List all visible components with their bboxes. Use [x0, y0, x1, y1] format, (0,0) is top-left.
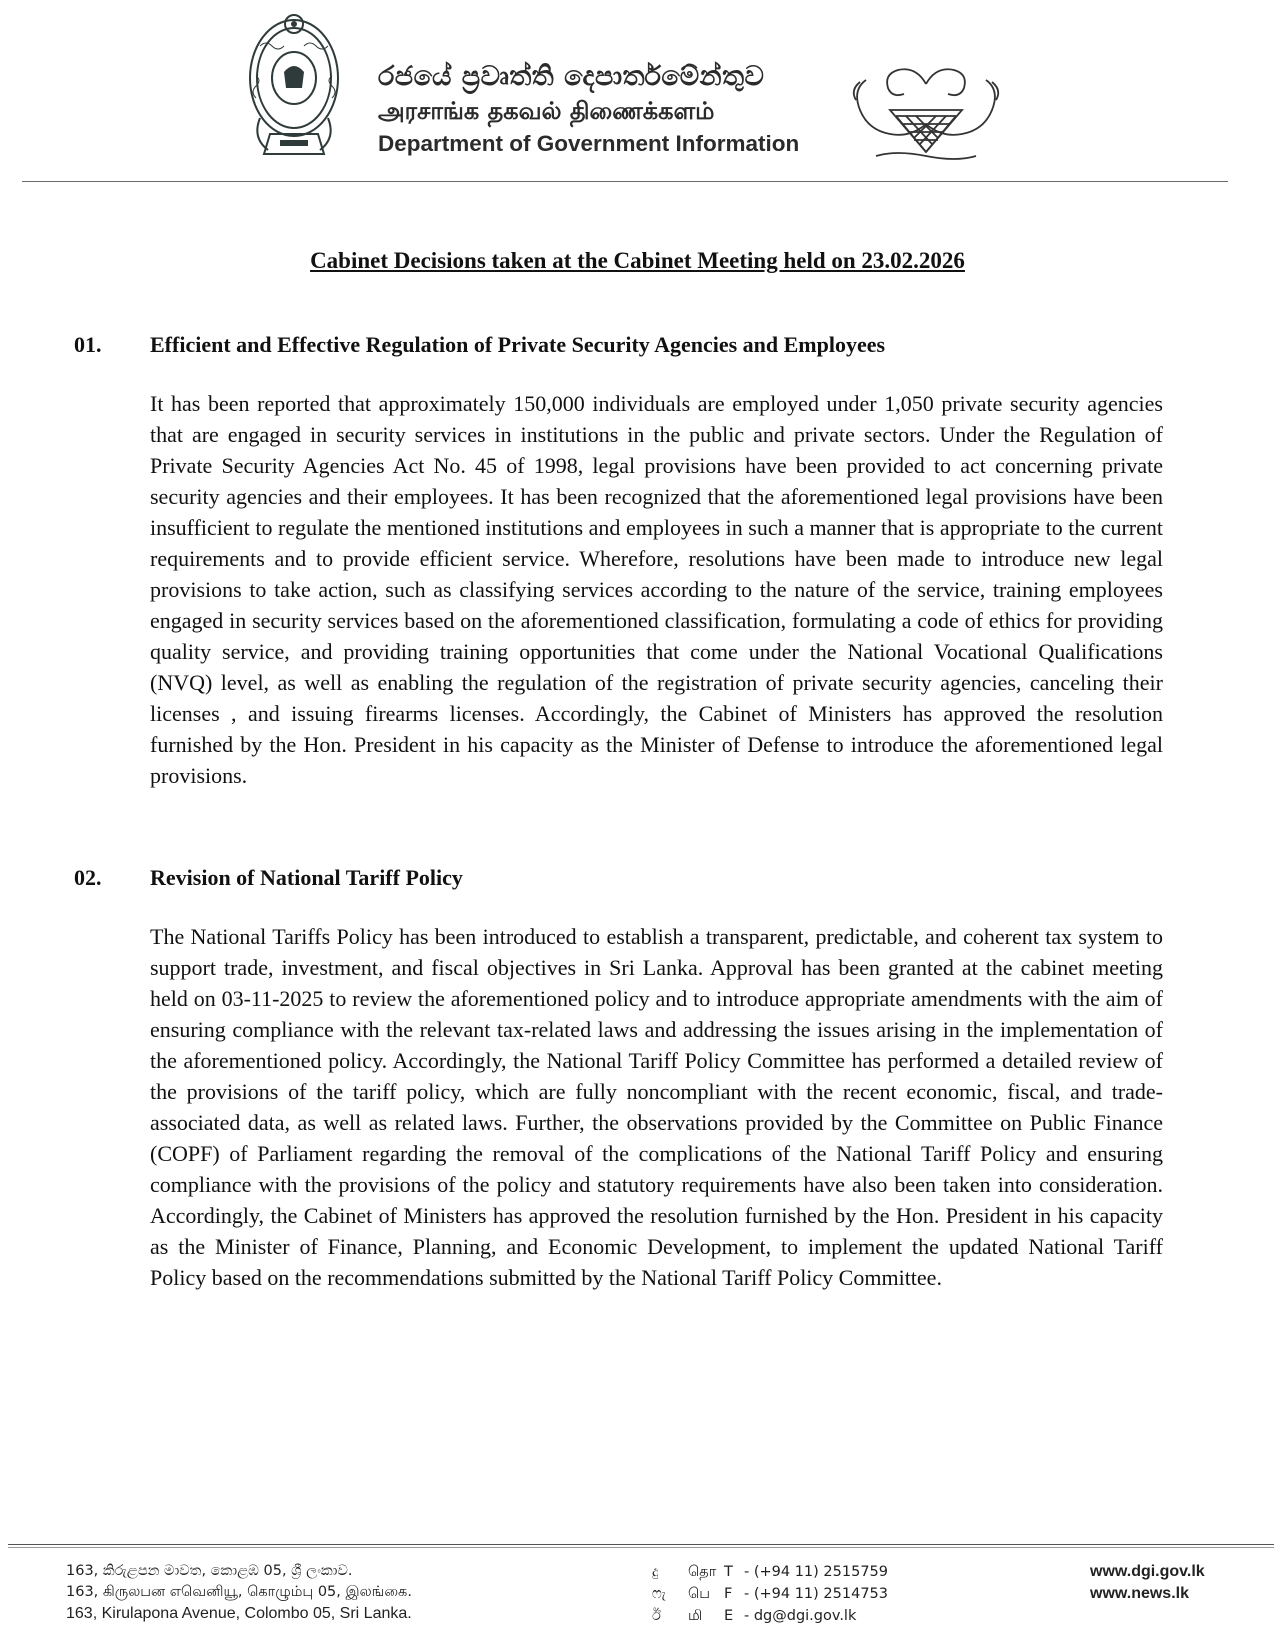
- swan-ornament-icon: [846, 60, 1006, 168]
- email-label-tamil: மி: [688, 1608, 703, 1624]
- website-link[interactable]: www.dgi.gov.lk: [1090, 1563, 1205, 1580]
- address-sinhala: 163, කිරුළපන මාවත, කොළඹ 05, ශ්‍රී ලංකාව.: [66, 1563, 353, 1579]
- website-link[interactable]: www.news.lk: [1090, 1585, 1189, 1602]
- fax-number: - (+94 11) 2514753: [744, 1586, 889, 1602]
- phone-label-tamil: தொ: [688, 1564, 717, 1580]
- fax-label-sinhala: ෆැ: [652, 1586, 666, 1602]
- section-number: 01.: [74, 332, 102, 357]
- footer-websites: [1090, 1561, 1205, 1605]
- section-heading: Revision of National Tariff Policy: [150, 865, 463, 890]
- footer-divider: [8, 1544, 1274, 1545]
- footer-address: [66, 1561, 412, 1624]
- email-address[interactable]: - dg@dgi.gov.lk: [744, 1608, 857, 1624]
- phone-label-english: T: [724, 1564, 733, 1580]
- org-name-sinhala: රජයේ ප්‍රවෘත්ති දෙපාර්තමේන්තුව: [378, 61, 765, 92]
- email-label-english: E: [724, 1608, 734, 1624]
- fax-label-tamil: பெ: [688, 1586, 711, 1602]
- phone-row: [652, 1561, 888, 1583]
- section-body: The National Tariffs Policy has been introduced to establish a transparent, predictable, and coherent tax system to support trade, investment, and fiscal objectives in Sri Lanka. Approval has been granted at the cabinet meeting held on 03-11-2025 to review the aforementioned policy and to introduce appropriate amendments with the aim of ensuring compliance with the relevant tax-related laws and addressing the issues arising in the implementation of the aforementioned policy. Accordingly, the National Tariff Policy Committee has performed a detailed review of the provisions of the tariff policy, which are fully noncompliant with the recent economic, fiscal, and trade-associated data, as well as related laws. Further, the observations provided by the Committee on Public Finance (COPF) of Parliament regarding the removal of the complications of the National Tariff Policy and ensuring compliance with the provisions of the policy and statutory requirements have also been taken into consideration. Accordingly, the Cabinet of Ministers has approved the resolution furnished by the Hon. President in his capacity as the Minister of Finance, Planning, and Economic Development, to implement the updated National Tariff Policy based on the recommendations submitted by the National Tariff Policy Committee.: [150, 924, 1163, 1290]
- phone-label-sinhala: දු: [652, 1564, 659, 1580]
- section-number: 02.: [74, 865, 102, 890]
- state-emblem-icon: [240, 6, 348, 162]
- email-row: [652, 1605, 888, 1627]
- email-label-sinhala: ඊ: [652, 1608, 661, 1624]
- organization-titles: [378, 60, 818, 160]
- fax-label-english: F: [724, 1586, 733, 1602]
- fax-row: [652, 1583, 888, 1605]
- header-divider: [22, 181, 1228, 182]
- org-name-tamil: அரசாங்க தகவல் திணைக்களம்: [378, 97, 715, 125]
- footer-contacts: [652, 1561, 888, 1627]
- section-heading: Efficient and Effective Regulation of Private Security Agencies and Employees: [150, 332, 886, 357]
- phone-number[interactable]: - (+94 11) 2515759: [744, 1564, 889, 1580]
- address-tamil: 163, கிருலபன எவெனியூ, கொழும்பு 05, இலங்கை.: [66, 1584, 412, 1600]
- footer-divider: [8, 1547, 1274, 1548]
- address-english: 163, Kirulapona Avenue, Colombo 05, Sri Lanka.: [66, 1605, 412, 1622]
- org-name-english: Department of Government Information: [378, 131, 800, 156]
- document-title: Cabinet Decisions taken at the Cabinet Meeting held on 23.02.2026: [310, 248, 965, 273]
- section-body: It has been reported that approximately 150,000 individuals are employed under 1,050 private security agencies that are engaged in security services in institutions in the public and private sectors. Under the Regulation of Private Security Agencies Act No. 45 of 1998, legal provisions have been provided to act concerning private security agencies and their employees. It has been recognized that the aforementioned legal provisions have been insufficient to regulate the mentioned institutions and employees in such a manner that is appropriate to the current requirements and to provide efficient service. Wherefore, resolutions have been made to introduce new legal provisions to take action, such as classifying services according to the nature of the service, training employees engaged in security services based on the aforementioned classification, formulating a code of ethics for providing quality service, and providing training opportunities that come under the National Vocational Qualifications (NVQ) level, as well as enabling the regulation of the registration of private security agencies, canceling their licenses , and issuing firearms licenses. Accordingly, the Cabinet of Ministers has approved the resolution furnished by the Hon. President in his capacity as the Minister of Defense to introduce the aforementioned legal provisions.: [150, 391, 1163, 788]
